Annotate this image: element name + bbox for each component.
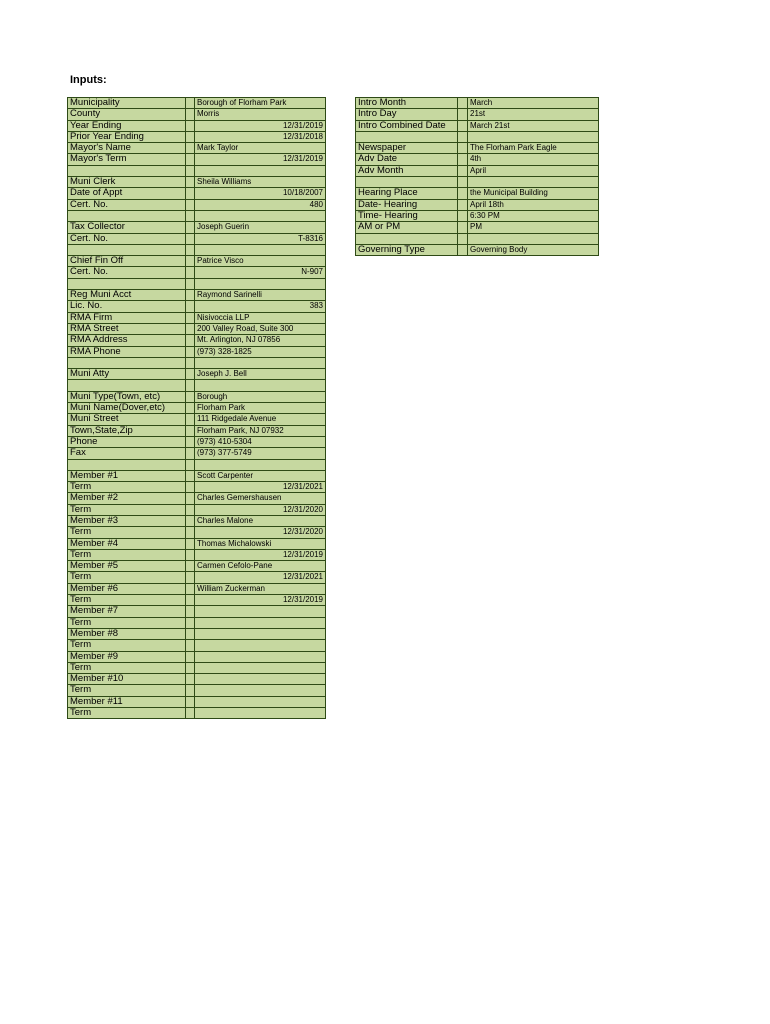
field-label: Tax Collector [68, 222, 186, 233]
spacer-cell [186, 527, 195, 538]
spacer-cell [186, 662, 195, 673]
table-row [68, 459, 326, 470]
spacer-cell [186, 369, 195, 380]
spacer-cell [186, 346, 195, 357]
spacer-cell [458, 177, 468, 188]
field-value[interactable]: Borough [195, 391, 326, 402]
field-value[interactable]: Carmen Cefolo-Pane [195, 561, 326, 572]
table-row [68, 165, 326, 176]
spacer-cell [186, 493, 195, 504]
spacer-cell [186, 199, 195, 210]
field-label [356, 177, 458, 188]
field-label [68, 244, 186, 255]
field-value[interactable] [195, 357, 326, 368]
spacer-cell [186, 357, 195, 368]
field-value[interactable]: 12/31/2020 [195, 504, 326, 515]
spacer-cell [458, 109, 468, 120]
spacer-cell [186, 323, 195, 334]
field-value[interactable]: 12/31/2019 [195, 120, 326, 131]
field-value[interactable] [195, 606, 326, 617]
spacer-cell [186, 572, 195, 583]
field-value[interactable] [195, 651, 326, 662]
table-row [68, 346, 326, 357]
spacer-cell [186, 380, 195, 391]
spacer-cell [458, 98, 468, 109]
table-row [68, 425, 326, 436]
field-label: Date of Appt [68, 188, 186, 199]
field-value[interactable]: 12/31/2019 [195, 154, 326, 165]
table-row [68, 210, 326, 221]
spacer-cell [186, 685, 195, 696]
field-value[interactable] [195, 380, 326, 391]
spacer-cell [186, 188, 195, 199]
spacer-cell [186, 583, 195, 594]
table-row [68, 470, 326, 481]
spacer-cell [186, 482, 195, 493]
field-label: Term [68, 482, 186, 493]
spacer-cell [186, 459, 195, 470]
field-label: Muni Atty [68, 369, 186, 380]
field-label: Member #2 [68, 493, 186, 504]
spacer-cell [186, 256, 195, 267]
field-label: Mayor's Name [68, 143, 186, 154]
field-value[interactable]: Mt. Arlington, NJ 07856 [195, 335, 326, 346]
spacer-cell [186, 267, 195, 278]
field-value[interactable]: (973) 328-1825 [195, 346, 326, 357]
field-value[interactable]: Thomas Michalowski [195, 538, 326, 549]
table-row [68, 696, 326, 707]
spacer-cell [186, 448, 195, 459]
table-row [356, 165, 599, 176]
table-row [68, 595, 326, 606]
field-value[interactable]: 6:30 PM [468, 210, 599, 221]
field-value[interactable]: March [468, 98, 599, 109]
field-label: Member #5 [68, 561, 186, 572]
table-row [68, 403, 326, 414]
field-value[interactable]: N-907 [195, 267, 326, 278]
field-value[interactable]: 12/31/2021 [195, 482, 326, 493]
table-row [68, 617, 326, 628]
spacer-cell [186, 143, 195, 154]
field-label [356, 233, 458, 244]
spacer-cell [458, 233, 468, 244]
spacer-cell [458, 165, 468, 176]
field-label: Member #9 [68, 651, 186, 662]
spacer-cell [186, 561, 195, 572]
page-title: Inputs: [70, 74, 107, 86]
spacer-cell [458, 120, 468, 131]
spacer-cell [186, 120, 195, 131]
field-label: Cert. No. [68, 267, 186, 278]
field-label [68, 278, 186, 289]
field-label [68, 165, 186, 176]
field-value[interactable]: 200 Valley Road, Suite 300 [195, 323, 326, 334]
table-row [68, 109, 326, 120]
table-row [356, 222, 599, 233]
field-value[interactable]: Charles Gemershausen [195, 493, 326, 504]
field-value[interactable] [195, 640, 326, 651]
field-value[interactable]: April 18th [468, 199, 599, 210]
table-row [68, 448, 326, 459]
field-label: Term [68, 685, 186, 696]
field-label: Muni Clerk [68, 177, 186, 188]
table-row [356, 199, 599, 210]
table-row [356, 177, 599, 188]
spacer-cell [186, 244, 195, 255]
field-value[interactable]: 12/31/2019 [195, 595, 326, 606]
field-label: Muni Street [68, 414, 186, 425]
field-label: Adv Month [356, 165, 458, 176]
field-label: Municipality [68, 98, 186, 109]
field-value[interactable]: 383 [195, 301, 326, 312]
table-row [356, 154, 599, 165]
table-row [68, 222, 326, 233]
spacer-cell [186, 222, 195, 233]
table-row [68, 369, 326, 380]
field-value[interactable] [195, 278, 326, 289]
field-value[interactable]: Charles Malone [195, 515, 326, 526]
spacer-cell [186, 109, 195, 120]
table-row [68, 493, 326, 504]
table-row [68, 98, 326, 109]
field-value[interactable]: 12/31/2018 [195, 131, 326, 142]
table-row [68, 301, 326, 312]
table-row [68, 527, 326, 538]
table-row [68, 335, 326, 346]
field-label: Time- Hearing [356, 210, 458, 221]
table-row [356, 131, 599, 142]
field-value[interactable]: (973) 377-5749 [195, 448, 326, 459]
field-label: Cert. No. [68, 199, 186, 210]
spacer-cell [186, 538, 195, 549]
table-row [356, 244, 599, 255]
table-row [68, 290, 326, 301]
field-value[interactable] [195, 696, 326, 707]
spacer-cell [186, 210, 195, 221]
spacer-cell [186, 504, 195, 515]
field-value[interactable] [195, 708, 326, 719]
spacer-cell [186, 708, 195, 719]
field-label: Term [68, 504, 186, 515]
field-label: RMA Address [68, 335, 186, 346]
table-row [68, 143, 326, 154]
field-label: Adv Date [356, 154, 458, 165]
field-value[interactable]: Raymond Sarinelli [195, 290, 326, 301]
field-label: Town,State,Zip [68, 425, 186, 436]
field-value[interactable] [195, 674, 326, 685]
field-value[interactable] [195, 628, 326, 639]
field-value[interactable] [195, 459, 326, 470]
table-row [68, 482, 326, 493]
field-label: AM or PM [356, 222, 458, 233]
spacer-cell [186, 674, 195, 685]
table-row [356, 109, 599, 120]
field-value[interactable]: Patrice Visco [195, 256, 326, 267]
spacer-cell [186, 414, 195, 425]
field-label: RMA Street [68, 323, 186, 334]
field-value[interactable]: Scott Carpenter [195, 470, 326, 481]
table-row [68, 504, 326, 515]
table-row [68, 323, 326, 334]
field-value[interactable]: Sheila Williams [195, 177, 326, 188]
table-row [68, 549, 326, 560]
spacer-cell [186, 515, 195, 526]
field-value[interactable]: 10/18/2007 [195, 188, 326, 199]
table-row [68, 256, 326, 267]
field-value[interactable]: The Florham Park Eagle [468, 143, 599, 154]
table-row [68, 154, 326, 165]
field-label: Phone [68, 436, 186, 447]
field-value[interactable]: 21st [468, 109, 599, 120]
field-label: County [68, 109, 186, 120]
field-label: Term [68, 549, 186, 560]
field-label: Term [68, 640, 186, 651]
field-value[interactable]: 12/31/2021 [195, 572, 326, 583]
field-label: Term [68, 572, 186, 583]
field-label: Term [68, 527, 186, 538]
spacer-cell [186, 177, 195, 188]
field-label: Mayor's Term [68, 154, 186, 165]
table-row [68, 131, 326, 142]
table-row [68, 312, 326, 323]
field-label [356, 131, 458, 142]
field-value[interactable]: William Zuckerman [195, 583, 326, 594]
field-label: Intro Day [356, 109, 458, 120]
field-label: Member #6 [68, 583, 186, 594]
spacer-cell [186, 154, 195, 165]
field-value[interactable]: the Municipal Building [468, 188, 599, 199]
field-value[interactable] [468, 233, 599, 244]
field-label: Member #7 [68, 606, 186, 617]
field-label: Reg Muni Acct [68, 290, 186, 301]
table-row [68, 267, 326, 278]
spacer-cell [458, 244, 468, 255]
table-row [68, 572, 326, 583]
field-label: Prior Year Ending [68, 131, 186, 142]
field-label: Term [68, 595, 186, 606]
table-row [68, 233, 326, 244]
table-row [356, 98, 599, 109]
field-value[interactable] [195, 210, 326, 221]
field-label: RMA Phone [68, 346, 186, 357]
field-label: Member #4 [68, 538, 186, 549]
spacer-cell [186, 651, 195, 662]
field-value[interactable]: Borough of Florham Park [195, 98, 326, 109]
field-value[interactable]: 480 [195, 199, 326, 210]
table-row [68, 414, 326, 425]
inputs-table-right [355, 97, 599, 256]
field-value[interactable]: Florham Park, NJ 07932 [195, 425, 326, 436]
field-label: Intro Combined Date [356, 120, 458, 131]
field-value[interactable]: Joseph Guerin [195, 222, 326, 233]
field-value[interactable] [468, 131, 599, 142]
spacer-cell [186, 617, 195, 628]
spacer-cell [458, 199, 468, 210]
field-label: Member #8 [68, 628, 186, 639]
spacer-cell [186, 606, 195, 617]
spacer-cell [186, 470, 195, 481]
spacer-cell [186, 640, 195, 651]
table-row [68, 188, 326, 199]
field-value[interactable] [195, 165, 326, 176]
spacer-cell [186, 696, 195, 707]
field-value[interactable] [195, 685, 326, 696]
field-label: Governing Type [356, 244, 458, 255]
spacer-cell [186, 403, 195, 414]
field-label: Term [68, 617, 186, 628]
field-value[interactable] [195, 617, 326, 628]
field-label [68, 357, 186, 368]
field-label: Year Ending [68, 120, 186, 131]
field-value[interactable] [195, 662, 326, 673]
spacer-cell [186, 301, 195, 312]
table-row [68, 380, 326, 391]
table-row [68, 244, 326, 255]
field-label: Muni Type(Town, etc) [68, 391, 186, 402]
spacer-cell [458, 131, 468, 142]
spacer-cell [186, 549, 195, 560]
spacer-cell [186, 278, 195, 289]
field-label: Chief Fin Off [68, 256, 186, 267]
spacer-cell [458, 210, 468, 221]
table-row [356, 210, 599, 221]
spacer-cell [186, 98, 195, 109]
table-row [68, 538, 326, 549]
spacer-cell [186, 436, 195, 447]
spacer-cell [186, 131, 195, 142]
table-row [68, 685, 326, 696]
field-value[interactable]: T-8316 [195, 233, 326, 244]
field-label [68, 210, 186, 221]
field-value[interactable]: 4th [468, 154, 599, 165]
field-label: Newspaper [356, 143, 458, 154]
spacer-cell [186, 595, 195, 606]
spacer-cell [186, 335, 195, 346]
spacer-cell [186, 391, 195, 402]
table-row [68, 391, 326, 402]
table-row [68, 515, 326, 526]
field-value[interactable]: Governing Body [468, 244, 599, 255]
field-label: Muni Name(Dover,etc) [68, 403, 186, 414]
field-label: Member #10 [68, 674, 186, 685]
field-label [68, 380, 186, 391]
spacer-cell [186, 165, 195, 176]
inputs-table-left [67, 97, 326, 719]
table-row [68, 177, 326, 188]
field-label: Lic. No. [68, 301, 186, 312]
table-row [68, 120, 326, 131]
table-row [68, 628, 326, 639]
spacer-cell [458, 222, 468, 233]
field-value[interactable]: 111 Ridgedale Avenue [195, 414, 326, 425]
field-label: Intro Month [356, 98, 458, 109]
field-value[interactable]: March 21st [468, 120, 599, 131]
field-label: Date- Hearing [356, 199, 458, 210]
field-value[interactable]: Joseph J. Bell [195, 369, 326, 380]
field-value[interactable]: Nisivoccia LLP [195, 312, 326, 323]
table-row [68, 278, 326, 289]
field-value[interactable]: 12/31/2020 [195, 527, 326, 538]
field-label: RMA Firm [68, 312, 186, 323]
table-row [356, 143, 599, 154]
spacer-cell [458, 188, 468, 199]
table-row [68, 708, 326, 719]
table-row [68, 662, 326, 673]
table-row [68, 436, 326, 447]
spacer-cell [186, 233, 195, 244]
field-value[interactable]: Florham Park [195, 403, 326, 414]
spacer-cell [186, 628, 195, 639]
table-row [68, 357, 326, 368]
field-label: Member #1 [68, 470, 186, 481]
table-row [68, 199, 326, 210]
field-value[interactable]: Morris [195, 109, 326, 120]
table-row [356, 120, 599, 131]
field-value[interactable]: (973) 410-5304 [195, 436, 326, 447]
field-value[interactable] [195, 244, 326, 255]
table-row [68, 583, 326, 594]
field-label: Member #3 [68, 515, 186, 526]
spacer-cell [186, 425, 195, 436]
field-value[interactable]: Mark Taylor [195, 143, 326, 154]
spacer-cell [186, 312, 195, 323]
field-label [68, 459, 186, 470]
field-label: Term [68, 708, 186, 719]
table-row [68, 640, 326, 651]
table-row [68, 561, 326, 572]
table-row [356, 233, 599, 244]
spacer-cell [186, 290, 195, 301]
spacer-cell [458, 154, 468, 165]
table-row [356, 188, 599, 199]
table-row [68, 674, 326, 685]
field-label: Hearing Place [356, 188, 458, 199]
table-row [68, 606, 326, 617]
table-row [68, 651, 326, 662]
field-value[interactable] [468, 177, 599, 188]
field-label: Fax [68, 448, 186, 459]
field-value[interactable]: April [468, 165, 599, 176]
field-value[interactable]: PM [468, 222, 599, 233]
field-label: Cert. No. [68, 233, 186, 244]
field-value[interactable]: 12/31/2019 [195, 549, 326, 560]
field-label: Member #11 [68, 696, 186, 707]
field-label: Term [68, 662, 186, 673]
spacer-cell [458, 143, 468, 154]
